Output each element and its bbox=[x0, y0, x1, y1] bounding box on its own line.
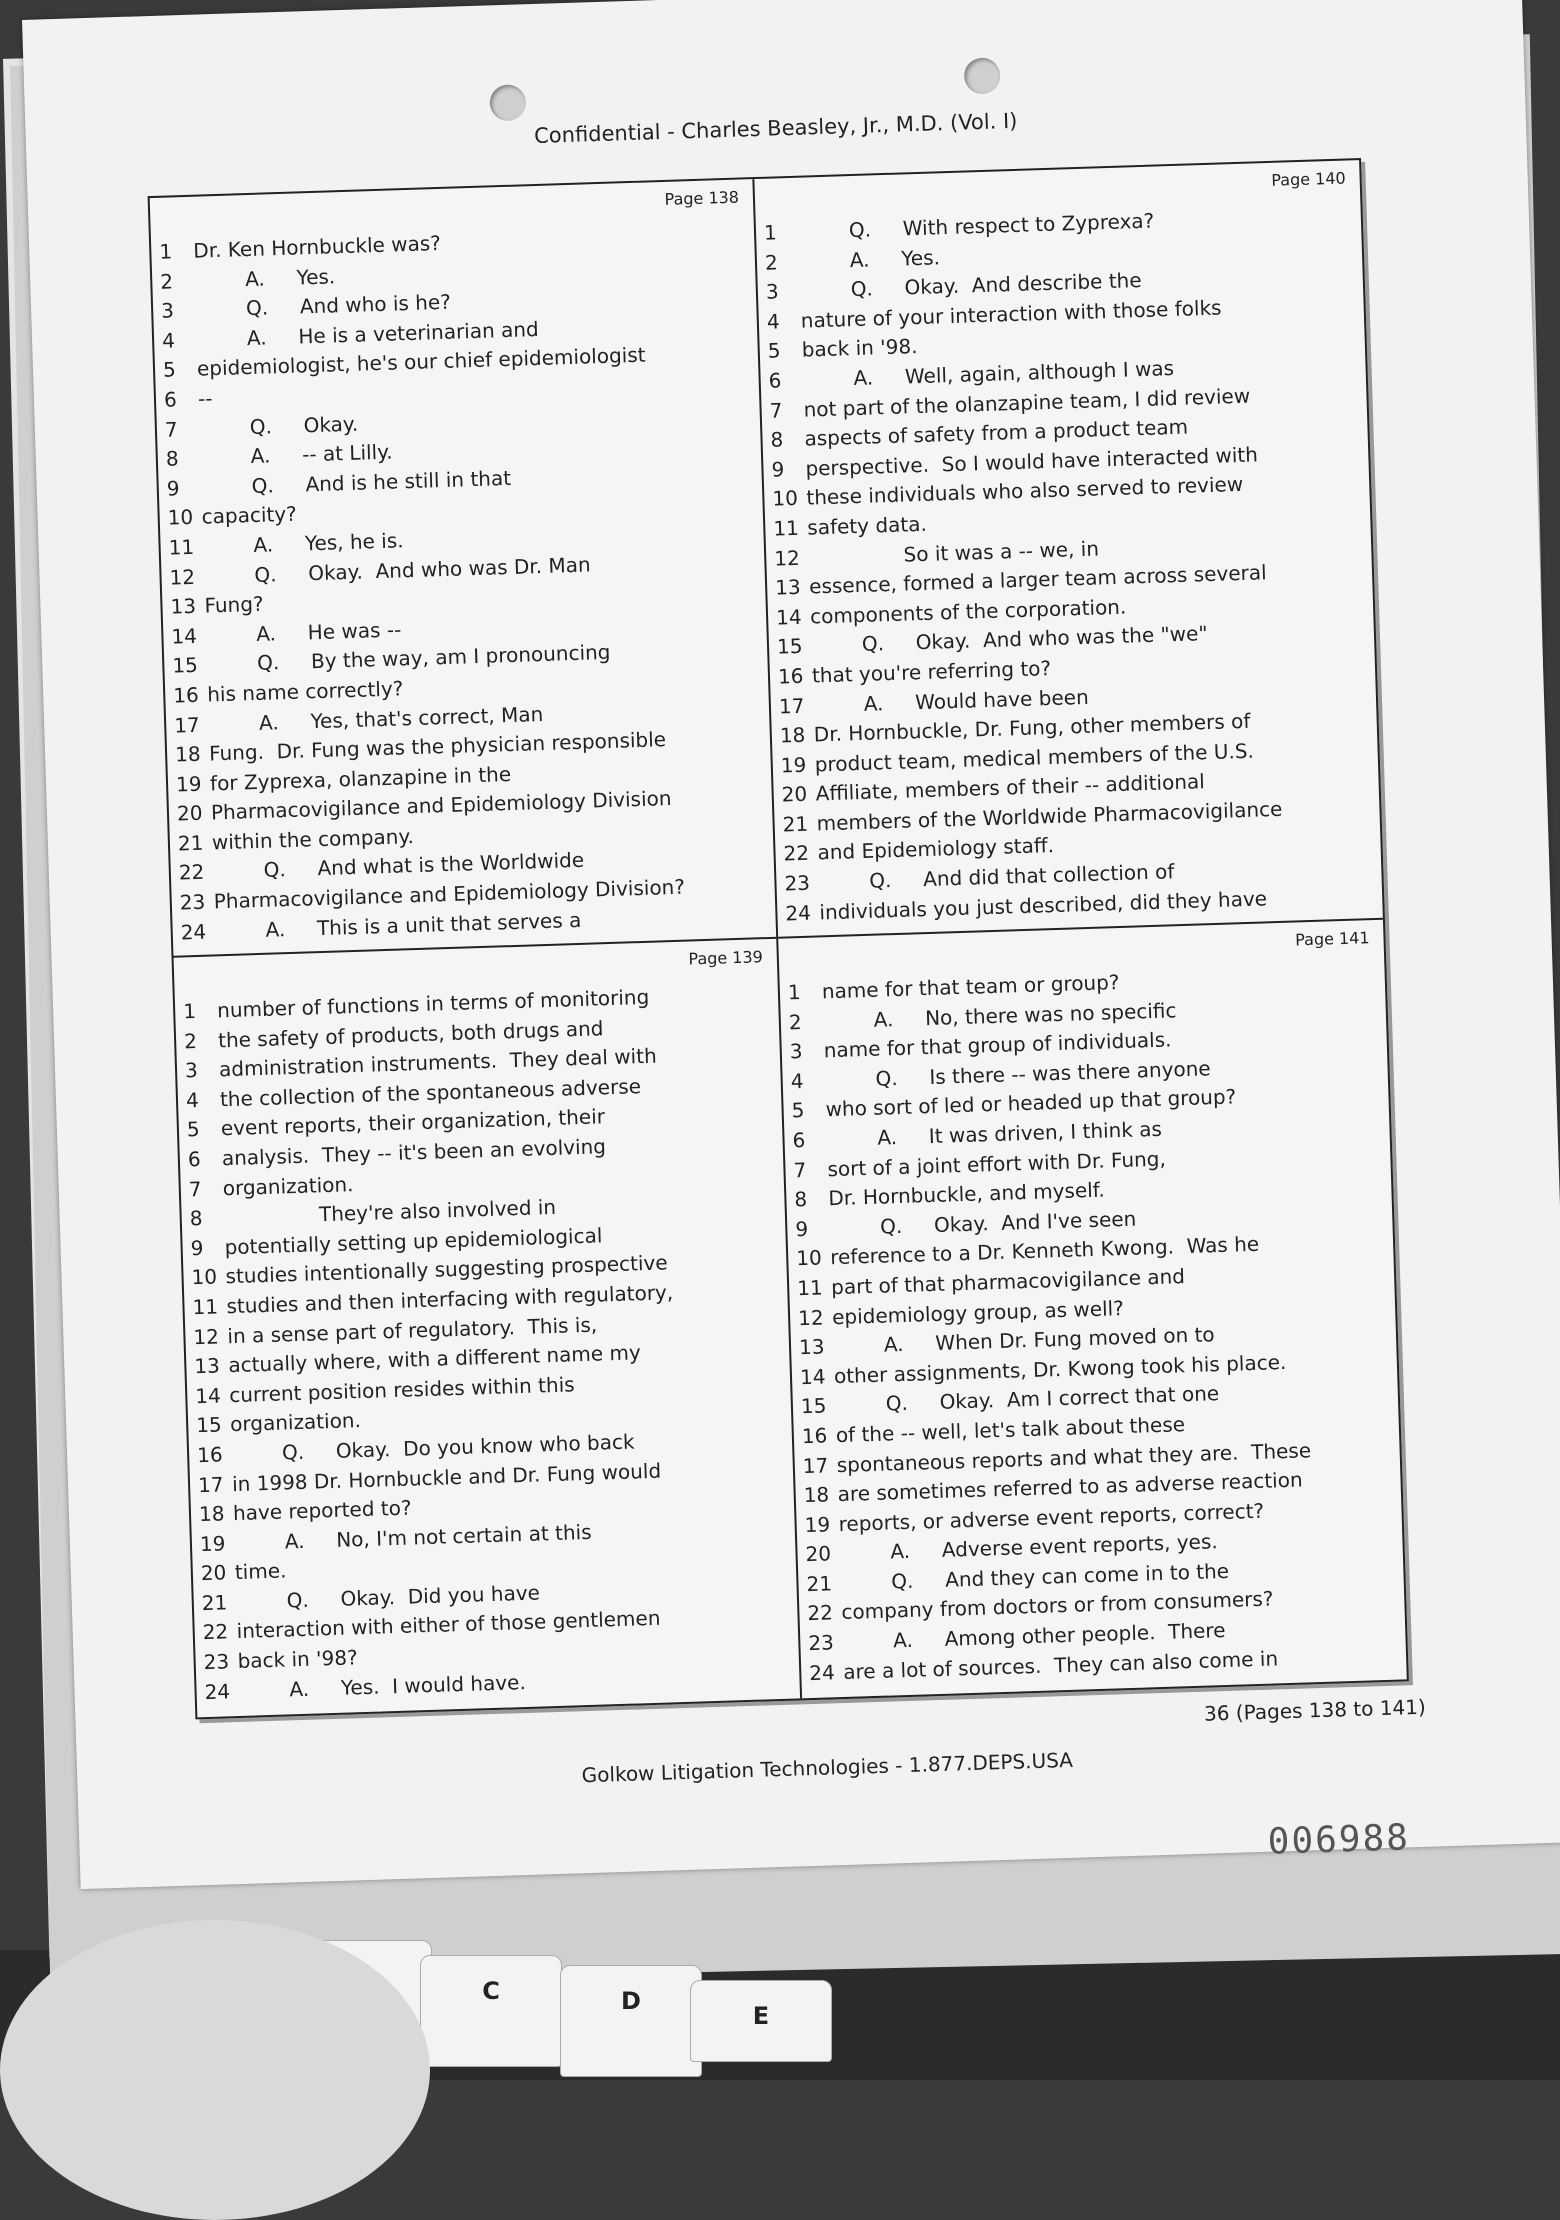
line-number: 22 bbox=[178, 860, 205, 885]
line-text: part of that pharmacovigilance and bbox=[830, 1264, 1186, 1300]
line-number: 9 bbox=[771, 457, 785, 482]
line-number: 16 bbox=[801, 1423, 828, 1449]
line-number: 1 bbox=[182, 999, 197, 1024]
transcript-panel bbox=[174, 939, 803, 1718]
line-text: aspects of safety from a product team bbox=[804, 414, 1189, 451]
line-number: 9 bbox=[794, 1216, 809, 1242]
line-number: 3 bbox=[765, 279, 780, 304]
transcript-lines bbox=[159, 219, 768, 947]
line-number: 19 bbox=[199, 1531, 226, 1556]
line-text: A. He is a veterinarian and bbox=[195, 316, 540, 352]
transcript-lines bbox=[764, 200, 1375, 928]
line-number: 3 bbox=[160, 298, 175, 323]
line-text: event reports, their organization, their bbox=[220, 1104, 606, 1141]
line-text: Q. Okay. And I've seen bbox=[828, 1206, 1137, 1240]
transcript-panel bbox=[778, 920, 1407, 1699]
line-number: 21 bbox=[806, 1571, 833, 1596]
line-text: the safety of products, both drugs and bbox=[217, 1015, 604, 1052]
line-number: 4 bbox=[185, 1087, 200, 1113]
line-text: Q. And is he still in that bbox=[200, 465, 512, 500]
line-text: within the company. bbox=[211, 823, 415, 855]
line-text: spontaneous reports and what they are. These bbox=[836, 1437, 1312, 1477]
line-text: A. Yes. bbox=[193, 263, 336, 293]
line-text: nature of your interaction with those folks bbox=[800, 295, 1222, 333]
line-text: name for that team or group? bbox=[821, 970, 1120, 1004]
line-text: components of the corporation. bbox=[809, 594, 1127, 629]
transcript-panel bbox=[754, 160, 1383, 939]
line-text: They're also involved in bbox=[223, 1194, 557, 1230]
line-number: 20 bbox=[200, 1560, 227, 1586]
line-text: actually where, with a different name my bbox=[227, 1340, 642, 1378]
line-text: A. Yes. I would have. bbox=[238, 1669, 527, 1703]
line-number: 22 bbox=[807, 1600, 834, 1626]
line-number: 1 bbox=[158, 239, 173, 264]
line-text: Dr. Hornbuckle, Dr. Fung, other members of bbox=[813, 708, 1251, 747]
index-tab-d[interactable]: D bbox=[560, 1965, 702, 2077]
line-text: organization. bbox=[229, 1408, 362, 1437]
line-number: 13 bbox=[170, 593, 197, 619]
line-text: Q. Okay. bbox=[198, 411, 359, 441]
line-text: So it was a -- we, in bbox=[807, 535, 1100, 570]
line-number: 14 bbox=[775, 604, 802, 630]
line-number: 15 bbox=[171, 653, 199, 678]
line-text: reference to a Dr. Kenneth Kwong. Was he bbox=[829, 1232, 1260, 1270]
line-text: epidemiology group, as well? bbox=[831, 1295, 1125, 1329]
line-number: 6 bbox=[163, 387, 178, 412]
line-text: A. This is a unit that serves a bbox=[214, 907, 582, 944]
line-text: other assignments, Dr. Kwong took his place. bbox=[833, 1349, 1287, 1388]
line-text: for Zyprexa, olanzapine in the bbox=[209, 761, 512, 796]
line-number: 5 bbox=[186, 1117, 201, 1142]
line-number: 12 bbox=[797, 1304, 824, 1330]
line-number: 16 bbox=[172, 682, 200, 708]
line-number: 9 bbox=[190, 1235, 204, 1261]
line-text: number of functions in terms of monitoring bbox=[216, 984, 650, 1023]
line-number: 23 bbox=[807, 1630, 835, 1656]
line-text: in 1998 Dr. Hornbuckle and Dr. Fung would bbox=[231, 1458, 662, 1496]
line-number: 22 bbox=[202, 1619, 229, 1645]
page-number: Page 140 bbox=[1270, 168, 1346, 190]
line-text: perspective. So I would have interacted with bbox=[805, 442, 1259, 481]
line-text: back in '98. bbox=[801, 334, 918, 363]
line-text: administration instruments. They deal with bbox=[218, 1043, 658, 1082]
line-text: reports, or adverse event reports, correct? bbox=[838, 1498, 1265, 1536]
line-text: Pharmacovigilance and Epidemiology Division bbox=[210, 786, 672, 825]
line-text: that you're referring to? bbox=[811, 655, 1052, 688]
line-text: Q. With respect to Zyprexa? bbox=[797, 208, 1155, 244]
line-number: 2 bbox=[159, 268, 174, 294]
line-text: Q. Okay. Did you have bbox=[235, 1580, 541, 1614]
transcript-page bbox=[22, 0, 1560, 1889]
line-text: Q. By the way, am I pronouncing bbox=[205, 640, 611, 677]
line-number: 2 bbox=[764, 249, 779, 275]
line-number: 3 bbox=[184, 1058, 199, 1083]
line-number: 24 bbox=[180, 919, 207, 945]
line-number: 5 bbox=[791, 1098, 805, 1123]
line-text: -- bbox=[197, 386, 213, 411]
line-text: A. Adverse event reports, yes. bbox=[839, 1529, 1219, 1566]
line-number: 10 bbox=[191, 1264, 218, 1290]
line-number: 24 bbox=[785, 900, 812, 926]
line-text: Q. And they can come in to the bbox=[840, 1558, 1230, 1595]
line-number: 11 bbox=[796, 1275, 824, 1301]
line-text: Q. Is there -- was there anyone bbox=[824, 1055, 1212, 1093]
line-number: 17 bbox=[802, 1452, 829, 1478]
line-number: 2 bbox=[183, 1028, 198, 1053]
line-text: and Epidemiology staff. bbox=[817, 833, 1055, 865]
line-text: back in '98? bbox=[237, 1645, 359, 1674]
transcript-grid bbox=[148, 158, 1409, 1719]
line-number: 18 bbox=[803, 1482, 830, 1508]
line-text: Q. And did that collection of bbox=[818, 859, 1175, 895]
line-text: individuals you just described, did they have bbox=[819, 885, 1268, 925]
line-text: Dr. Hornbuckle, and myself. bbox=[828, 1177, 1106, 1211]
line-number: 10 bbox=[167, 505, 194, 531]
line-number: 6 bbox=[768, 368, 782, 393]
line-text: A. Among other people. There bbox=[841, 1618, 1226, 1655]
line-number: 20 bbox=[176, 801, 203, 826]
line-number: 10 bbox=[772, 486, 799, 512]
line-text: these individuals who also served to review bbox=[806, 472, 1244, 510]
line-number: 12 bbox=[193, 1324, 220, 1349]
line-number: 16 bbox=[777, 663, 804, 689]
line-text: name for that group of individuals. bbox=[823, 1027, 1172, 1063]
bates-number: 006988 bbox=[1267, 1817, 1411, 1863]
line-number: 11 bbox=[192, 1294, 219, 1320]
line-text: A. No, I'm not certain at this bbox=[233, 1519, 592, 1555]
line-text: Q. And what is the Worldwide bbox=[212, 848, 585, 884]
line-number: 4 bbox=[161, 328, 176, 353]
line-text: Q. Okay. Do you know who back bbox=[230, 1429, 635, 1467]
line-number: 19 bbox=[804, 1512, 831, 1537]
transcript-lines bbox=[183, 979, 792, 1707]
line-number: 18 bbox=[174, 741, 201, 767]
line-text: Q. Okay. And who was the "we" bbox=[810, 621, 1208, 658]
line-number: 8 bbox=[770, 427, 784, 452]
line-number: 7 bbox=[164, 416, 179, 442]
line-number: 1 bbox=[763, 220, 778, 245]
line-text: have reported to? bbox=[232, 1495, 412, 1526]
line-text: interaction with either of those gentlemen bbox=[236, 1606, 661, 1644]
line-text: Q. Okay. Am I correct that one bbox=[834, 1381, 1220, 1418]
line-number: 18 bbox=[779, 722, 806, 748]
line-number: 15 bbox=[800, 1393, 827, 1419]
line-number: 7 bbox=[793, 1157, 807, 1182]
line-text: safety data. bbox=[806, 511, 928, 540]
line-text: Q. Okay. And who was Dr. Man bbox=[203, 551, 591, 589]
index-tab-e[interactable]: E bbox=[690, 1980, 832, 2062]
line-number: 4 bbox=[790, 1068, 804, 1094]
line-text: studies intentionally suggesting prospective bbox=[225, 1250, 668, 1289]
lamp-base bbox=[0, 1920, 430, 2220]
line-number: 1 bbox=[787, 980, 802, 1005]
line-number: 24 bbox=[808, 1659, 836, 1685]
line-number: 9 bbox=[166, 476, 180, 501]
line-number: 5 bbox=[162, 357, 177, 383]
line-number: 2 bbox=[788, 1009, 802, 1034]
line-text: potentially setting up epidemiological bbox=[224, 1223, 603, 1259]
line-number: 13 bbox=[774, 574, 802, 600]
transcript-panel bbox=[150, 179, 779, 958]
line-number: 6 bbox=[792, 1127, 806, 1153]
page-header: Confidential - Charles Beasley, Jr., M.D. (Vol. I) bbox=[533, 108, 1018, 148]
line-text: A. It was driven, I think as bbox=[826, 1116, 1163, 1152]
line-number: 21 bbox=[177, 830, 204, 856]
line-text: Fung. Dr. Fung was the physician responsible bbox=[208, 727, 667, 766]
line-number: 23 bbox=[784, 870, 811, 896]
line-number: 12 bbox=[773, 545, 801, 571]
page-number: Page 139 bbox=[688, 947, 764, 969]
line-text: time. bbox=[234, 1558, 287, 1585]
line-number: 12 bbox=[169, 564, 196, 590]
line-text: of the -- well, let's talk about these bbox=[835, 1412, 1186, 1448]
line-number: 7 bbox=[188, 1176, 202, 1201]
line-number: 20 bbox=[781, 782, 808, 807]
line-number: 20 bbox=[805, 1541, 832, 1567]
line-text: A. Yes. bbox=[798, 244, 941, 274]
line-number: 19 bbox=[175, 771, 202, 797]
line-text: A. He was -- bbox=[205, 617, 402, 648]
line-number: 17 bbox=[778, 693, 805, 719]
line-text: the collection of the spontaneous adverse bbox=[219, 1073, 642, 1112]
line-text: members of the Worldwide Pharmacovigilance bbox=[816, 796, 1283, 836]
line-number: 15 bbox=[195, 1412, 223, 1438]
line-text: A. When Dr. Fung moved on to bbox=[832, 1322, 1215, 1359]
line-text: not part of the olanzapine team, I did review bbox=[803, 383, 1251, 422]
line-number: 11 bbox=[168, 534, 195, 560]
line-number: 8 bbox=[165, 446, 179, 471]
line-number: 10 bbox=[795, 1245, 823, 1271]
line-number: 23 bbox=[179, 889, 206, 915]
line-number: 19 bbox=[780, 752, 807, 778]
line-text: A. Would have been bbox=[812, 684, 1090, 717]
line-text: essence, formed a larger team across several bbox=[808, 560, 1267, 599]
line-text: in a sense part of regulatory. This is, bbox=[227, 1312, 598, 1348]
line-text: Fung? bbox=[204, 591, 264, 618]
line-text: product team, medical members of the U.S. bbox=[814, 738, 1255, 777]
line-text: analysis. They -- it's been an evolving bbox=[221, 1134, 607, 1171]
line-number: 7 bbox=[769, 397, 783, 423]
line-text: current position resides within this bbox=[228, 1372, 575, 1407]
line-text: Affiliate, members of their -- additional bbox=[815, 769, 1206, 806]
line-number: 24 bbox=[204, 1678, 231, 1704]
line-text: A. Yes, that's correct, Man bbox=[207, 701, 544, 736]
transcript-lines bbox=[787, 960, 1398, 1688]
line-number: 6 bbox=[187, 1146, 201, 1172]
line-number: 5 bbox=[767, 338, 781, 364]
punch-hole bbox=[964, 57, 1001, 94]
line-number: 13 bbox=[193, 1353, 221, 1379]
line-text: are sometimes referred to as adverse reaction bbox=[837, 1467, 1303, 1507]
punch-hole bbox=[489, 84, 526, 121]
line-number: 13 bbox=[798, 1334, 825, 1360]
line-text: Pharmacovigilance and Epidemiology Division? bbox=[213, 874, 686, 914]
index-tab-c[interactable]: C bbox=[420, 1955, 562, 2067]
line-text: epidemiologist, he's our chief epidemiologist bbox=[196, 342, 646, 382]
line-text: his name correctly? bbox=[206, 676, 404, 707]
page-number: Page 138 bbox=[664, 187, 740, 209]
line-number: 14 bbox=[171, 623, 198, 649]
footer-company: Golkow Litigation Technologies - 1.877.DEPS.USA bbox=[581, 1747, 1074, 1788]
line-number: 15 bbox=[776, 634, 803, 659]
line-text: company from doctors or from consumers? bbox=[841, 1586, 1274, 1625]
line-text: are a lot of sources. They can also come in bbox=[842, 1646, 1279, 1684]
line-text: who sort of led or headed up that group? bbox=[825, 1084, 1237, 1122]
line-number: 21 bbox=[201, 1590, 228, 1616]
line-number: 23 bbox=[203, 1649, 230, 1675]
line-number: 14 bbox=[194, 1383, 222, 1408]
page-number: Page 141 bbox=[1294, 928, 1370, 950]
line-text: A. -- at Lilly. bbox=[199, 439, 393, 470]
line-number: 11 bbox=[772, 515, 800, 541]
line-number: 4 bbox=[766, 309, 780, 334]
line-text: A. No, there was no specific bbox=[822, 997, 1177, 1033]
line-text: studies and then interfacing with regulatory, bbox=[226, 1280, 674, 1319]
line-text: sort of a joint effort with Dr. Fung, bbox=[827, 1146, 1167, 1181]
line-text: Q. Okay. And describe the bbox=[799, 268, 1142, 303]
line-text: Dr. Ken Hornbuckle was? bbox=[192, 230, 442, 263]
footer-page-range: 36 (Pages 138 to 141) bbox=[1203, 1694, 1427, 1726]
line-text: Q. And who is he? bbox=[194, 289, 452, 322]
line-number: 3 bbox=[789, 1039, 803, 1064]
line-text: A. Well, again, although I was bbox=[802, 355, 1175, 392]
line-text: organization. bbox=[222, 1171, 354, 1200]
line-number: 17 bbox=[197, 1471, 224, 1497]
line-number: 8 bbox=[794, 1187, 808, 1212]
line-number: 14 bbox=[799, 1364, 826, 1389]
line-number: 8 bbox=[189, 1206, 203, 1231]
line-number: 21 bbox=[782, 811, 809, 837]
line-number: 22 bbox=[783, 841, 810, 866]
line-text: A. Yes, he is. bbox=[202, 528, 404, 559]
line-number: 17 bbox=[173, 712, 201, 738]
line-number: 16 bbox=[196, 1442, 223, 1468]
line-text: capacity? bbox=[201, 501, 298, 529]
line-number: 18 bbox=[198, 1501, 225, 1527]
